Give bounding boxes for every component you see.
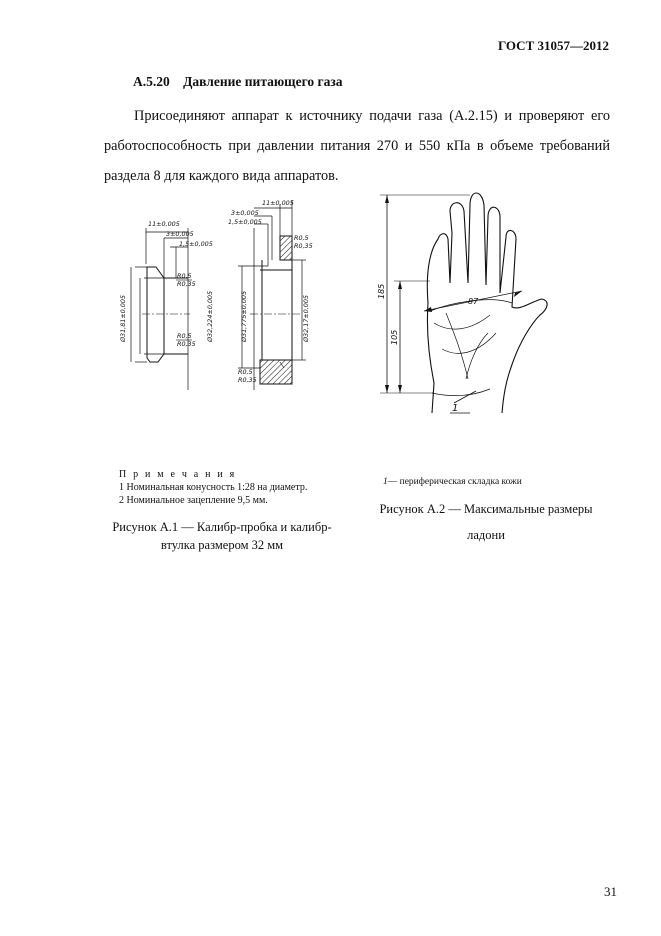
figure1-caption [96, 518, 348, 554]
legend-number: 1 [383, 477, 388, 487]
r05-plug-top: R0,5 [177, 272, 192, 280]
r05-ring-top: R0,5 [294, 234, 309, 242]
callout-1: 1 [452, 403, 459, 414]
plug-outline [147, 267, 164, 362]
dim-diam-plug-inner: Ø32,224±0,005 [206, 290, 214, 342]
r035-plug-top: R0,35 [177, 280, 196, 288]
dim-15-plug: 1,5±0,005 [179, 240, 213, 248]
figure2-legend [383, 477, 522, 487]
figure2-caption-line2: ладони [467, 528, 505, 542]
body-paragraph [104, 101, 610, 191]
figure-hand-drawing [370, 183, 565, 428]
section-heading [133, 74, 343, 90]
r035-plug-bottom: R0,35 [177, 340, 196, 348]
hand-outline [427, 193, 547, 413]
note-1: 1 Номинальная конусность 1:28 на диаметр. [119, 482, 308, 493]
dim-diam-ring-outer: Ø32,17±0,005 [302, 295, 310, 342]
figure1-caption-line1: Рисунок А.1 — Калибр-пробка и калибр- [112, 520, 332, 534]
r05-plug-bottom: R0,5 [177, 332, 192, 340]
r035-ring-top: R0,35 [294, 242, 313, 250]
dim-11-plug: 11±0,005 [148, 220, 180, 228]
dim-diam-plug-outer: Ø31,81±0,005 [119, 295, 127, 342]
notes-heading: П р и м е ч а н и я [119, 469, 237, 480]
ring-outline [260, 260, 292, 360]
section-title: Давление питающего газа [183, 74, 343, 89]
r035-ring-bottom: R0,35 [238, 376, 257, 384]
ring-bottom-section [260, 360, 292, 384]
ring-top-section [280, 236, 292, 260]
body-paragraph-text: Присоединяют аппарат к источнику подачи газа (А.2.15) и проверяют его работоспособность при давлении питания 270 и 550 кПа в объеме требований раздела 8 для каждого вида аппаратов. [104, 108, 610, 184]
figure2-caption-line1: Рисунок А.2 — Максимальные размеры [379, 502, 593, 516]
dim-15-ring: 1,5±0,005 [228, 218, 262, 226]
dim-185: 185 [377, 283, 386, 299]
dim-3-ring: 3±0,005 [231, 209, 259, 217]
page-number: 31 [604, 884, 617, 899]
skin-fold-line [432, 389, 490, 396]
dim-87: 87 [468, 297, 479, 306]
dim-diam-ring-inner: Ø31,775±0,005 [240, 290, 248, 342]
section-number: А.5.20 [133, 74, 170, 89]
dim-3-plug: 3±0,005 [166, 230, 194, 238]
figure2-caption [360, 496, 612, 548]
document-code: ГОСТ 31057—2012 [497, 38, 609, 53]
r05-ring-bottom: R0,5 [238, 368, 253, 376]
figure1-caption-line2: втулка размером 32 мм [160, 538, 284, 552]
figure1-notes [119, 468, 307, 507]
dim-105: 105 [390, 329, 399, 345]
note-2: 2 Номинальное зацепление 9,5 мм. [119, 495, 268, 506]
figure-gauge-drawing [110, 190, 325, 390]
legend-text: — периферическая складка кожи [387, 477, 522, 487]
dim-11-ring: 11±0,005 [262, 199, 294, 207]
